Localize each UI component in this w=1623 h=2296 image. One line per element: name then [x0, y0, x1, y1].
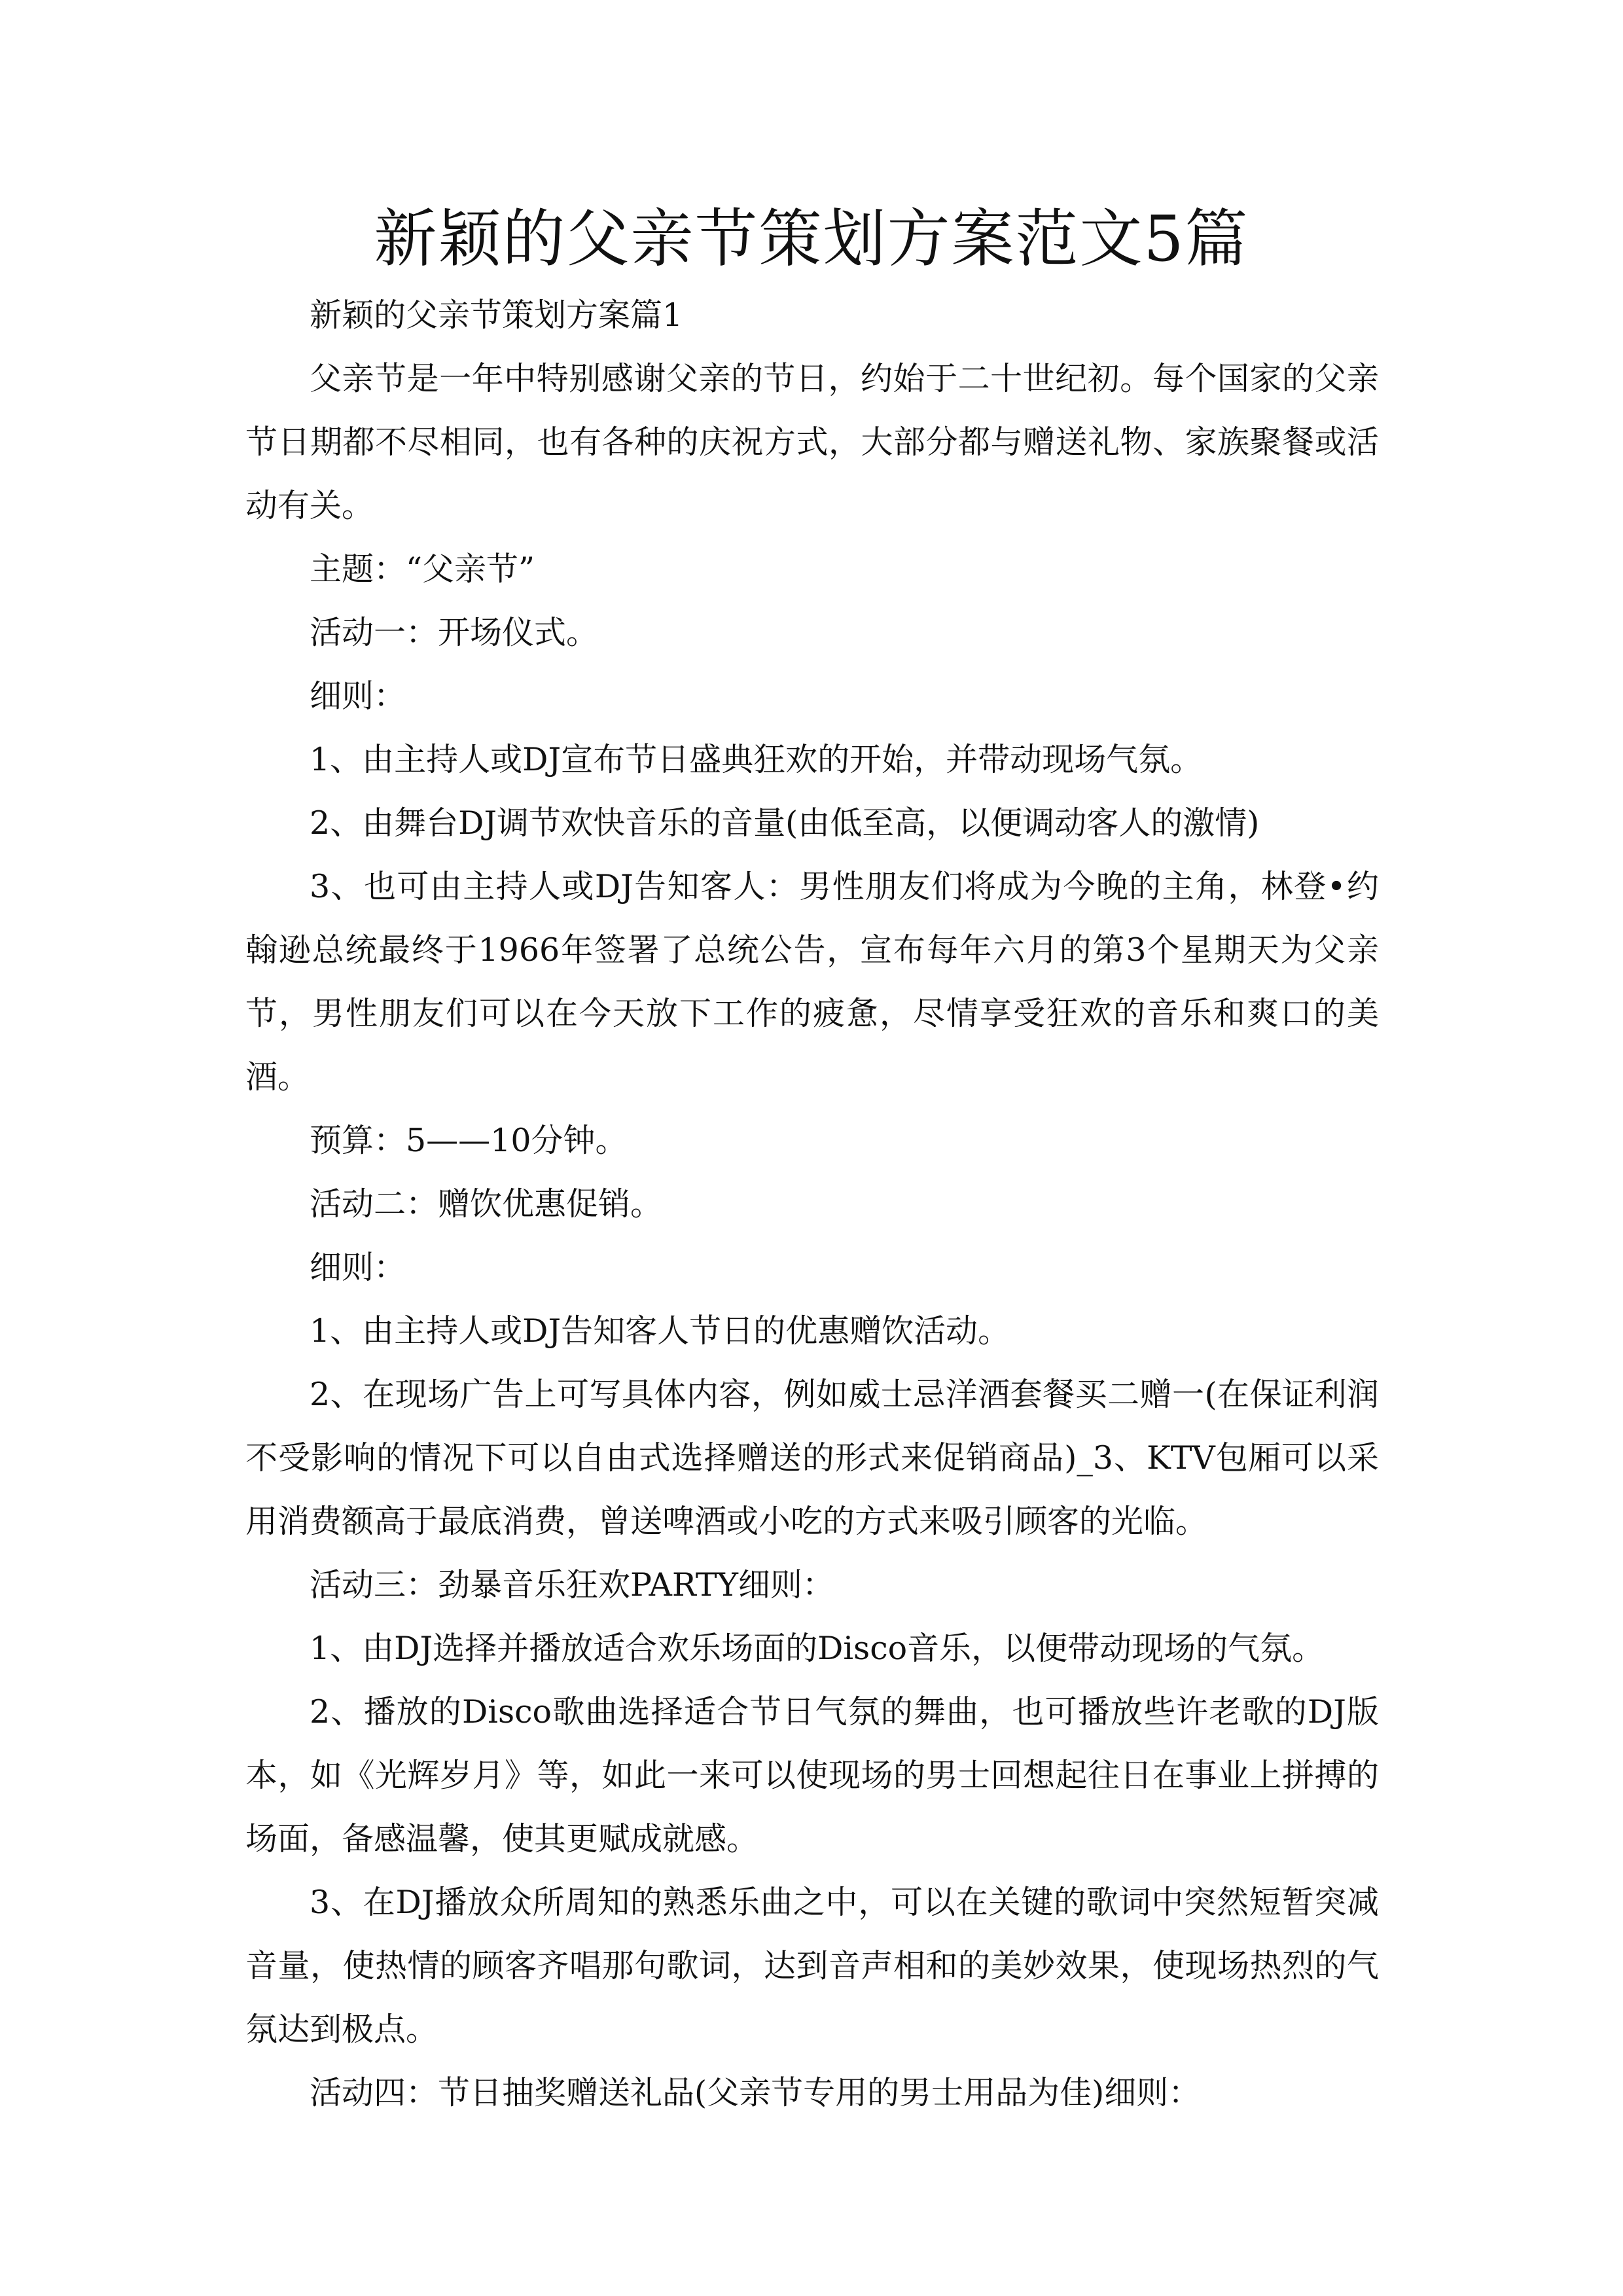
rules-label: 细则： — [310, 677, 406, 715]
list-item: 1、由DJ选择并播放适合欢乐场面的Disco音乐，以便带动现场的气氛。 — [310, 1630, 1325, 1667]
document-title: 新颖的父亲节策划方案范文5篇 — [374, 202, 1249, 276]
rules-label: 细则： — [310, 1249, 406, 1286]
list-item: 2、由舞台DJ调节欢快音乐的音量(由低至高，以便调动客人的激情) — [310, 804, 1260, 842]
paragraph-intro: 父亲节是一年中特别感谢父亲的节日，约始于二十世纪初。每个国家的父亲节日期都不尽相同，也有各种的庆祝方式，大部分都与赠送礼物、家族聚餐或活动有关。 — [245, 360, 1379, 524]
budget-line: 预算：5——10分钟。 — [310, 1122, 628, 1159]
list-item: 3、在DJ播放众所周知的熟悉乐曲之中，可以在关键的歌词中突然短暂突减音量，使热情的顾客齐唱那句歌词，达到音声相和的美妙效果，使现场热烈的气氛达到极点。 — [245, 1884, 1379, 2048]
document-body — [245, 283, 1379, 2125]
list-item: 2、在现场广告上可写具体内容，例如威士忌洋酒套餐买二赠一(在保证利润不受影响的情况下可以自由式选择赠送的形式来促销商品)_3、KTV包厢可以采用消费额高于最底消费，曾送啤酒或小吃的方式来吸引顾客的光临。 — [245, 1376, 1379, 1540]
list-item: 2、播放的Disco歌曲选择适合节日气氛的舞曲，也可播放些许老歌的DJ版本，如《光辉岁月》等，如此一来可以使现场的男士回想起往日在事业上拼搏的场面，备感温馨，使其更赋成就感。 — [245, 1693, 1379, 1857]
paragraph-theme: 主题：“父亲节” — [310, 550, 535, 588]
activity-one-heading: 活动一：开场仪式。 — [310, 614, 599, 651]
activity-two-heading: 活动二：赠饮优惠促销。 — [310, 1185, 663, 1223]
list-item: 1、由主持人或DJ宣布节日盛典狂欢的开始，并带动现场气氛。 — [310, 741, 1203, 778]
activity-four-heading: 活动四：节日抽奖赠送礼品(父亲节专用的男士用品为佳)细则： — [310, 2074, 1201, 2111]
activity-three-heading: 活动三：劲暴音乐狂欢PARTY细则： — [310, 1566, 834, 1604]
list-item: 1、由主持人或DJ告知客人节日的优惠赠饮活动。 — [310, 1312, 1010, 1350]
list-item: 3、也可由主持人或DJ告知客人：男性朋友们将成为今晚的主角，林登•约翰逊总统最终于1966年签署了总统公告，宣布每年六月的第3个星期天为父亲节，男性朋友们可以在今天放下工作的疲惫，尽情享受狂欢的音乐和爽口的美酒。 — [245, 868, 1379, 1096]
section-heading: 新颖的父亲节策划方案篇1 — [310, 296, 683, 334]
